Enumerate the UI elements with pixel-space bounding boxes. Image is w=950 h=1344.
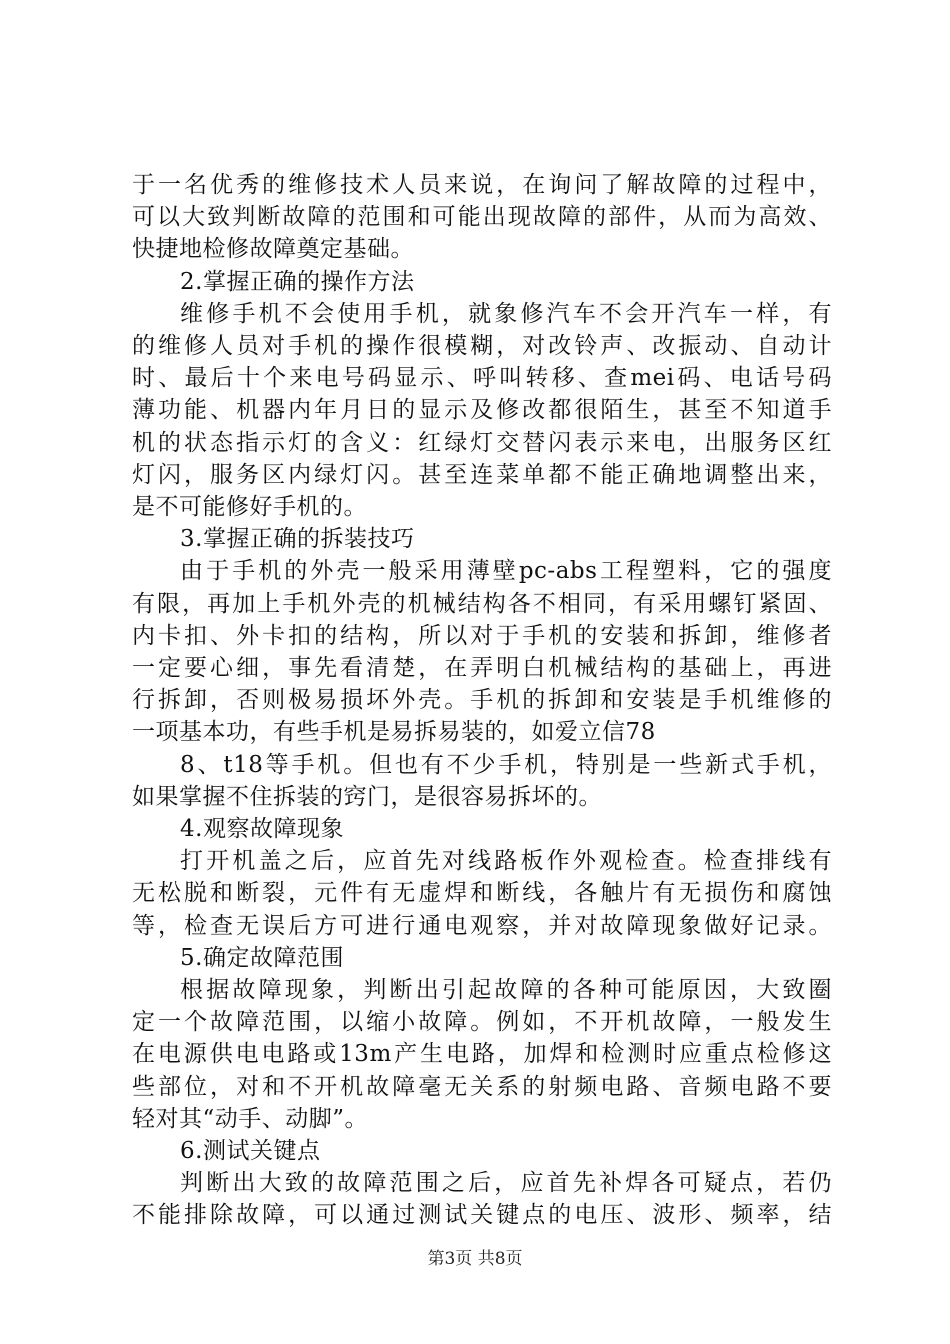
paragraph-line: 是不可能修好手机的。 — [132, 494, 367, 520]
paragraph-line: 判断出大致的故障范围之后，应首先补焊各可疑点，若仍 — [180, 1170, 832, 1197]
section-heading: 6.测试关键点 — [180, 1138, 321, 1164]
page-footer: 第3页 共8页 — [427, 1249, 523, 1269]
paragraph-line: 一项基本功，有些手机是易拆易装的，如爱立信78 — [132, 719, 656, 746]
paragraph-line: 内卡扣、外卡扣的结构，所以对于手机的安装和拆卸，维修者 — [132, 622, 832, 649]
paragraph-line: 的维修人员对手机的操作很模糊，对改铃声、改振动、自动计 — [132, 333, 832, 359]
paragraph-line: 灯闪，服务区内绿灯闪。甚至连菜单都不能正确地调整出来， — [132, 461, 832, 488]
paragraph-line: 根据故障现象，判断出引起故障的各种可能原因，大致圈 — [180, 977, 832, 1003]
paragraph-line: 轻对其“动手、动脚”。 — [132, 1105, 369, 1132]
paragraph-line: 有限，再加上手机外壳的机械结构各不相同，有采用螺钉紧固、 — [132, 590, 832, 617]
paragraph-line: 由于手机的外壳一般采用薄壁pc-abs工程塑料，它的强度 — [180, 558, 832, 585]
paragraph-line: 快捷地检修故障奠定基础。 — [132, 236, 414, 263]
section-heading: 5.确定故障范围 — [180, 944, 344, 971]
paragraph-line: 定一个故障范围，以缩小故障。例如，不开机故障，一般发生 — [132, 1009, 832, 1036]
paragraph-line: 可以大致判断故障的范围和可能出现故障的部件，从而为高效、 — [132, 204, 832, 231]
paragraph-line: 在电源供电电路或13m产生电路，加焊和检测时应重点检修这 — [132, 1041, 832, 1068]
paragraph-line: 于一名优秀的维修技术人员来说，在询问了解故障的过程中， — [132, 172, 832, 198]
paragraph-line: 机的状态指示灯的含义：红绿灯交替闪表示来电，出服务区红 — [132, 429, 832, 456]
paragraph-line: 一定要心细，事先看清楚，在弄明白机械结构的基础上，再进 — [132, 655, 832, 681]
section-heading: 4.观察故障现象 — [180, 816, 344, 842]
paragraph-line: 维修手机不会使用手机，就象修汽车不会开汽车一样，有 — [180, 300, 832, 327]
paragraph-line: 时、最后十个来电号码显示、呼叫转移、查mei码、电话号码 — [132, 365, 832, 392]
paragraph-line: 不能排除故障，可以通过测试关键点的电压、波形、频率，结 — [132, 1202, 832, 1229]
paragraph-line: 无松脱和断裂，元件有无虚焊和断线，各触片有无损伤和腐蚀 — [132, 880, 832, 907]
paragraph-line: 薄功能、机器内年月日的显示及修改都很陌生，甚至不知道手 — [132, 397, 832, 424]
section-heading: 2.掌握正确的操作方法 — [180, 268, 415, 295]
paragraph-line: 如果掌握不住拆装的窍门，是很容易拆坏的。 — [132, 783, 602, 810]
paragraph-line: 打开机盖之后，应首先对线路板作外观检查。检查排线有 — [180, 848, 832, 875]
paragraph-line: 些部位，对和不开机故障毫无关系的射频电路、音频电路不要 — [132, 1073, 832, 1100]
paragraph-line: 行拆卸，否则极易损坏外壳。手机的拆卸和安装是手机维修的 — [132, 687, 832, 714]
paragraph-line: 等，检查无误后方可进行通电观察，并对故障现象做好记录。 — [132, 912, 832, 939]
section-heading: 3.掌握正确的拆装技巧 — [180, 526, 415, 553]
paragraph-line: 8、t18等手机。但也有不少手机，特别是一些新式手机， — [180, 751, 832, 778]
